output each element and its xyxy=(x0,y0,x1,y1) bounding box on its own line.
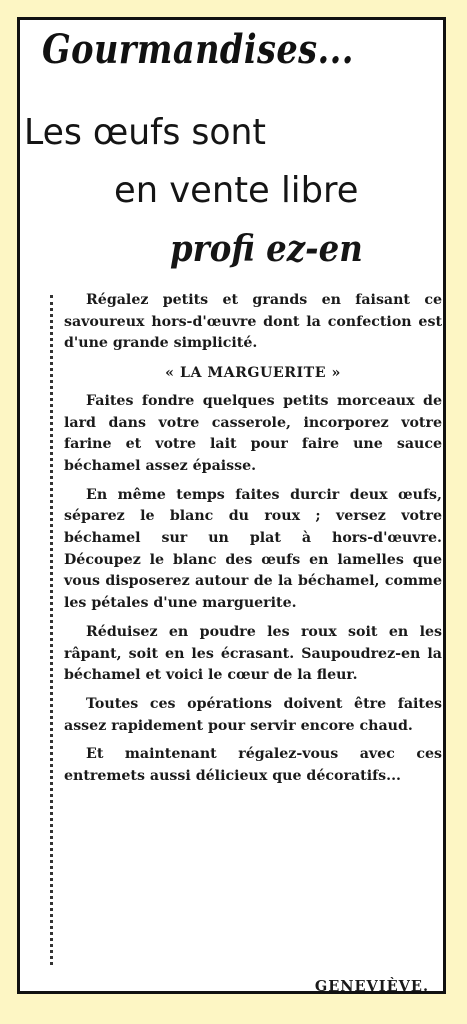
title-line-2: en vente libre xyxy=(114,170,359,211)
headline: Gourmandises... xyxy=(42,26,354,73)
title-line-1: Les œufs sont xyxy=(24,112,266,153)
title-line-3: profi ez-en xyxy=(170,228,363,270)
recipe-subhead: « LA MARGUERITE » xyxy=(165,365,341,382)
newspaper-clipping xyxy=(17,17,446,994)
article-body xyxy=(64,290,442,795)
decorative-dotted-rule xyxy=(50,295,53,965)
paragraph-intro: Régalez petits et grands en faisant ce savoureux hors-d'œuvre dont la confection est d'une grande simplicité. xyxy=(64,292,442,352)
paragraph-step-1: Faites fondre quelques petits morceaux de lard dans votre casserole, incorporez votre farine et votre lait pour faire une sauce béchamel assez épaisse. xyxy=(64,392,442,474)
paragraph-closing: Et maintenant régalez-vous avec ces entremets aussi délicieux que décoratifs... xyxy=(64,746,442,785)
paragraph-step-3: Réduisez en poudre les roux soit en les râpant, soit en les écrasant. Saupoudrez-en la béchamel et voici le cœur de la fleur. xyxy=(64,623,442,684)
paragraph-step-2: En même temps faites durcir deux œufs, séparez le blanc du roux ; versez votre béchamel sur un plat à hors-d'œuvre. Découpez le blanc des œufs en lamelles que vous disposerez autour de la béchamel, comme les pétales d'une marguerite. xyxy=(64,486,442,612)
paragraph-step-4: Toutes ces opérations doivent être faites assez rapidement pour servir encore chaud. xyxy=(64,695,442,734)
author-signature: GENEVIÈVE. xyxy=(314,978,429,994)
